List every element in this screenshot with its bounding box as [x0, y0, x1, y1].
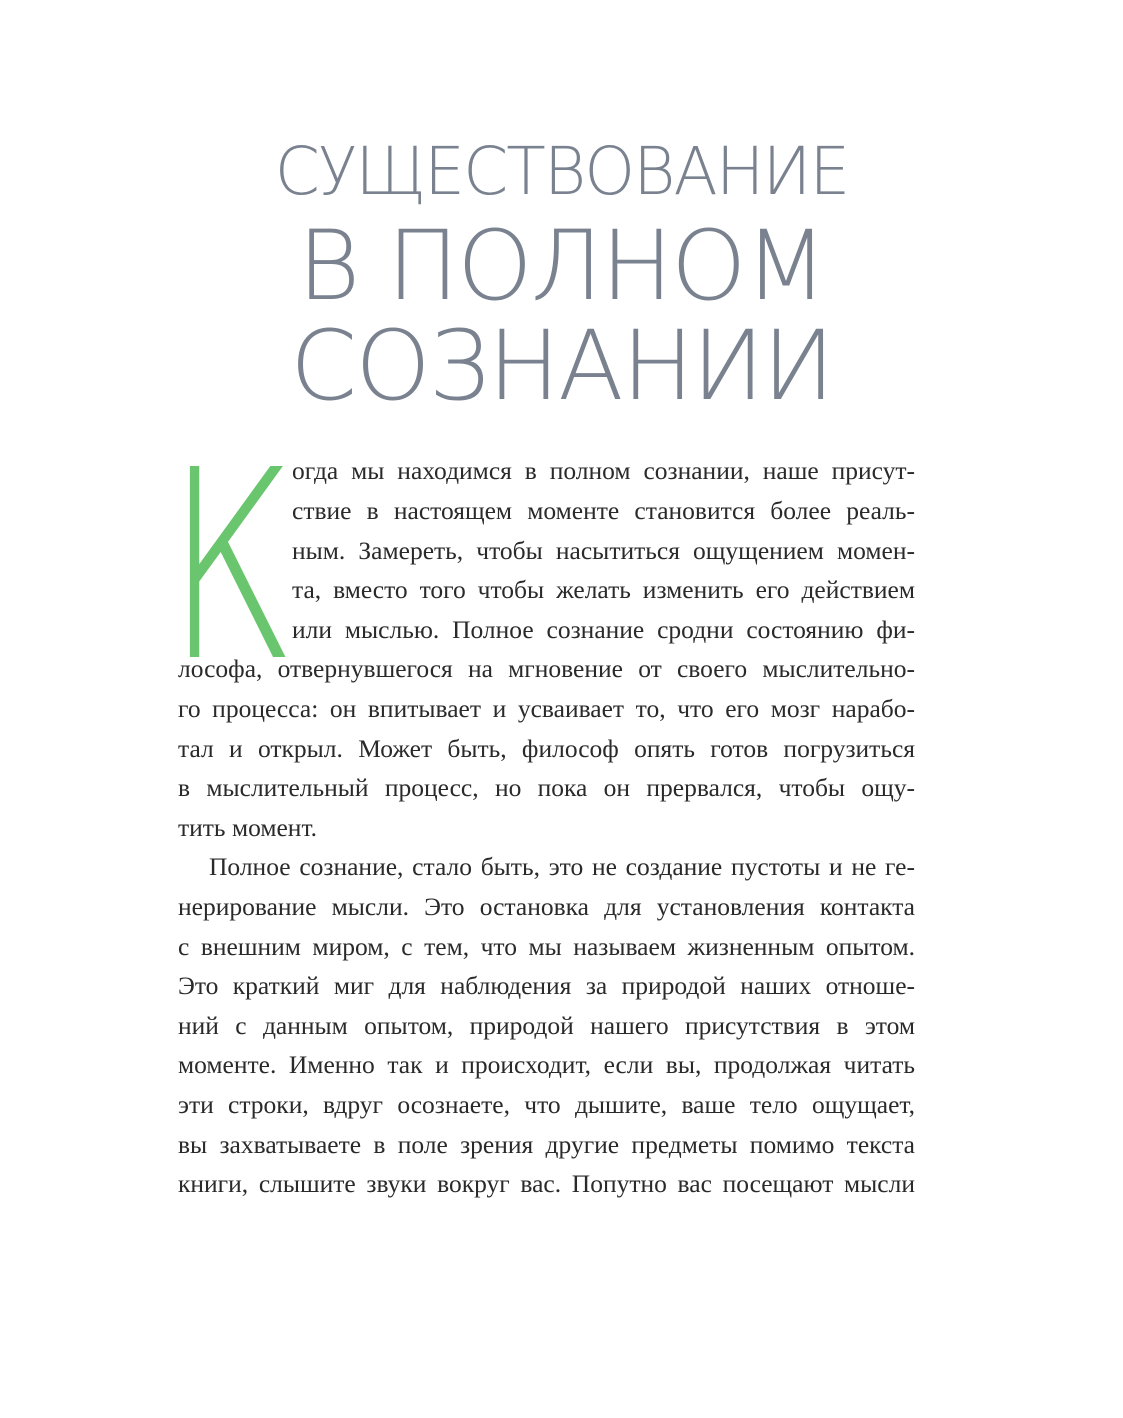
text-line: Полное сознание, стало быть, это не создание пустоты и не ге-: [209, 852, 915, 881]
text-line: с внешним миром, с тем, что мы называем жизненным опытом.: [178, 932, 915, 961]
chapter-title-line-2: В ПОЛНОМ: [297, 210, 826, 322]
text-line: в мыслительный процесс, но пока он прервался, чтобы ощу-: [178, 773, 915, 802]
text-line: тал и открыл. Может быть, философ опять готов погрузиться: [178, 734, 915, 763]
text-line: го процесса: он впитывает и усваивает то, что его мозг нарабо-: [178, 694, 915, 723]
chapter-title-line-1: СУЩЕСТВОВАНИЕ: [274, 133, 849, 210]
text-line: ным. Замереть, чтобы насытиться ощущением момен-: [292, 536, 915, 565]
text-line: лософа, отвернувшегося на мгновение от своего мыслительно-: [178, 654, 915, 683]
text-line: моменте. Именно так и происходит, если вы, продолжая читать: [178, 1050, 915, 1079]
text-line: вы захватываете в поле зрения другие предметы помимо текста: [178, 1130, 915, 1159]
text-line: огда мы находимся в полном сознании, наше присут-: [292, 456, 915, 485]
text-line: ствие в настоящем моменте становится более реаль-: [292, 496, 915, 525]
text-line: тить момент.: [178, 813, 318, 842]
text-line: ний с данным опытом, природой нашего присутствия в этом: [178, 1011, 915, 1040]
text-line: или мыслью. Полное сознание сродни состоянию фи-: [292, 615, 915, 644]
text-line: Это краткий миг для наблюдения за природой наших отноше-: [178, 971, 915, 1000]
text-line: эти строки, вдруг осознаете, что дышите, ваше тело ощущает,: [178, 1090, 915, 1119]
text-line: нерирование мысли. Это остановка для установления контакта: [178, 892, 915, 921]
chapter-title-line-3: СОЗНАНИИ: [290, 310, 833, 422]
text-line: та, вместо того чтобы желать изменить его действием: [292, 575, 915, 604]
drop-cap: К: [166, 414, 297, 719]
text-line: книги, слышите звуки вокруг вас. Попутно вас посещают мысли: [178, 1169, 915, 1198]
